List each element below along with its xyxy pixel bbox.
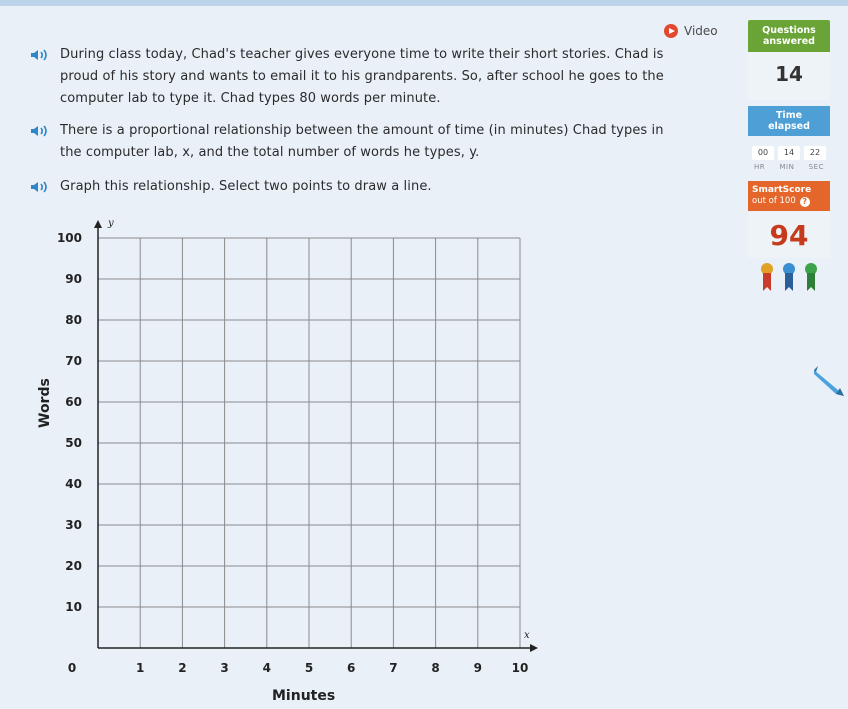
time-units [748,160,830,171]
x-tick-label: 2 [178,661,187,675]
unit-sec: SEC [808,163,824,171]
ribbon-green-icon [804,262,818,292]
y-axis-title: Words [37,378,53,428]
x-tick-label: 7 [389,661,398,675]
y-tick-label: 30 [65,518,82,532]
smartscore-value: 94 [748,211,830,258]
x-tick-label: 9 [473,661,482,675]
speaker-icon[interactable] [30,180,52,194]
x-tick-label: 1 [136,661,145,675]
progress-sidebar [748,20,830,292]
problem-paragraph-1 [32,44,672,110]
smartscore-label: SmartScore [752,185,812,195]
time-elapsed-header [748,106,830,136]
y-tick-label: 20 [65,559,82,573]
ribbon-blue-icon [782,262,796,292]
ribbons [748,258,830,292]
y-tick-label: 60 [65,395,82,409]
smartscore-header [748,181,830,211]
y-tick-label: 70 [65,354,82,368]
video-button[interactable] [664,24,718,38]
top-bar [0,0,848,6]
x-axis-title: Minutes [272,688,336,704]
x-tick-label: 4 [262,661,271,675]
x-tick-label: 0 [67,661,77,675]
problem-text-1: During class today, Chad's teacher gives everyone time to write their short stories. Chad is proud of his story and wants to email it to his grandparents. So, after school he goes to the computer lab to type it. Chad types 80 words per minute. [60,47,664,106]
answered-label: answered [763,36,815,47]
problem-text-2: There is a proportional relationship between the amount of time (in minutes) Chad types in the computer lab, x, and the total number of words he types, y. [60,123,664,160]
x-tick-label: 8 [431,661,440,675]
questions-answered-value: 14 [748,52,830,100]
smartscore-sub [752,196,826,207]
questions-answered-header [748,20,830,52]
y-tick-label: 90 [65,272,82,286]
unit-min: MIN [779,163,795,171]
time-hours: 00 [752,146,774,160]
speaker-icon[interactable] [30,124,52,138]
time-minutes: 14 [778,146,800,160]
x-axis-arrow-icon [530,644,538,652]
y-axis-arrow-icon [94,220,102,228]
pencil-icon[interactable] [812,364,846,398]
time-label: Time [775,110,803,121]
speaker-icon[interactable] [30,48,52,62]
ribbon-gold-icon [760,262,774,292]
x-tick-label: 10 [511,661,529,675]
questions-label: Questions [762,25,816,36]
x-tick-label: 5 [304,661,314,675]
video-label: Video [684,24,718,38]
coordinate-grid[interactable] [0,210,560,705]
unit-hr: HR [754,163,766,171]
y-tick-label: 100 [56,231,82,245]
play-icon [664,24,678,38]
x-tick-label: 6 [347,661,356,675]
y-tick-label: 10 [65,600,82,614]
y-tick-label: 40 [65,477,82,491]
smartscore-sub-label: out of 100 [752,196,796,206]
x-variable-label: x [524,630,530,641]
time-seconds: 22 [804,146,826,160]
problem-text-3: Graph this relationship. Select two points to draw a line. [60,179,432,194]
elapsed-label: elapsed [768,121,810,132]
y-variable-label: y [108,218,114,229]
problem-paragraph-3 [32,176,672,198]
problem-paragraph-2 [32,120,672,164]
y-tick-label: 50 [65,436,82,450]
help-icon[interactable]: ? [800,197,810,207]
x-tick-label: 3 [220,661,229,675]
y-tick-label: 80 [65,313,82,327]
time-elapsed-values [748,136,830,160]
